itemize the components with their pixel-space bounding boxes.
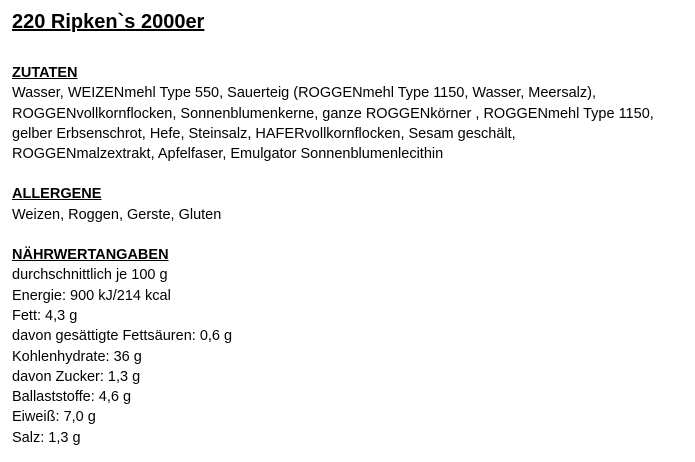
allergens-section [12, 184, 687, 225]
nutrition-energy: Energie: 900 kJ/214 kcal [12, 287, 171, 304]
nutrition-salt: Salz: 1,3 g [12, 429, 81, 446]
allergens-heading: ALLERGENE [12, 186, 102, 203]
ingredients-line: ROGGENvollkornflocken, Sonnenblumenkerne, ganze ROGGENkörner , ROGGENmehl Type 1150, [12, 105, 654, 122]
product-document [12, 9, 687, 448]
nutrition-carbohydrates: Kohlenhydrate: 36 g [12, 348, 142, 365]
nutrition-saturated-fat: davon gesättigte Fettsäuren: 0,6 g [12, 328, 233, 345]
spacer [12, 225, 687, 245]
nutrition-heading: NÄHRWERTANGABEN [12, 247, 169, 264]
nutrition-protein: Eiweiß: 7,0 g [12, 409, 96, 426]
spacer [12, 35, 687, 63]
product-title: 220 Ripken`s 2000er [12, 11, 205, 33]
ingredients-line: ROGGENmalzextrakt, Apfelfaser, Emulgator Sonnenblumenlecithin [12, 146, 444, 163]
nutrition-basis: durchschnittlich je 100 g [12, 267, 168, 284]
nutrition-sugar: davon Zucker: 1,3 g [12, 368, 141, 385]
ingredients-heading: ZUTATEN [12, 65, 78, 81]
nutrition-fat: Fett: 4,3 g [12, 307, 78, 324]
spacer [12, 164, 687, 184]
nutrition-section [12, 245, 687, 448]
allergens-text: Weizen, Roggen, Gerste, Gluten [12, 206, 222, 223]
ingredients-line: gelber Erbsenschrot, Hefe, Steinsalz, HAFERvollkornflocken, Sesam geschält, [12, 125, 516, 142]
nutrition-fiber: Ballaststoffe: 4,6 g [12, 389, 132, 406]
ingredients-line: Wasser, WEIZENmehl Type 550, Sauerteig (ROGGENmehl Type 1150, Wasser, Meersalz), [12, 85, 596, 102]
ingredients-section [12, 63, 687, 164]
